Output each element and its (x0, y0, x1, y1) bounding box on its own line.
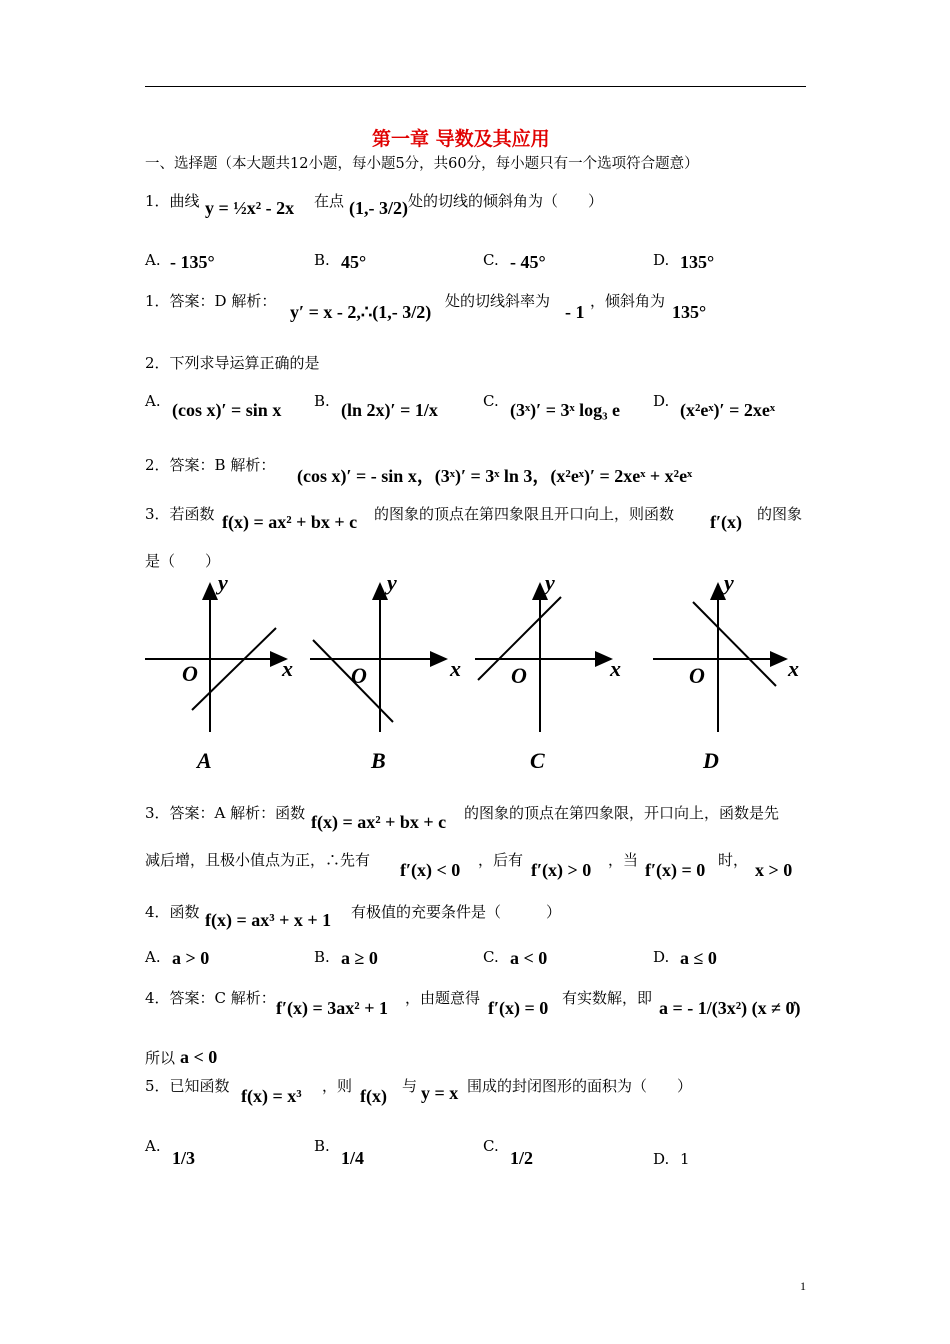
q4-option-c: a < 0 (510, 948, 548, 968)
graph-a-y-label: y (218, 570, 228, 595)
q5-stem-label: 5．已知函数 (145, 1077, 230, 1095)
q1-option-d: 135° (680, 252, 715, 272)
q5-option-a-label: A. (145, 1137, 161, 1155)
graph-d-plot (648, 570, 808, 780)
q2-option-d-label: D. (653, 392, 670, 410)
graph-a (140, 570, 300, 780)
graph-b-label: B (371, 748, 386, 773)
graph-c-x-label: x (610, 656, 621, 681)
graph-b-y-label: y (387, 570, 397, 595)
q4-stem-formula: f(x) = ax³ + x + 1 (205, 910, 332, 930)
q3-answer-then: ，后有 (478, 851, 524, 869)
page-number: 1 (800, 1279, 806, 1293)
q4-option-a-label: A. (145, 948, 161, 966)
q5-stem-formula: f(x) = x³ (241, 1086, 302, 1106)
graph-c-plot (470, 570, 630, 780)
q2-option-b: (ln 2x)′ = 1/x (341, 400, 438, 420)
q3-answer-f1: f′(x) < 0 (400, 860, 461, 880)
q1-stem-label: 1．曲线 (145, 192, 200, 210)
q1-answer-label: 1．答案：D 解析： (145, 292, 277, 310)
q1-answer-end: ，倾斜角为 (590, 292, 666, 310)
q1-formula-text: y = ½x² - 2x (205, 198, 295, 218)
q2-answer-formula: (cos x)′ = - sin x，(3ˣ)′ = 3ˣ ln 3，(x²eˣ)′ = 2xeˣ + x²eˣ (297, 466, 693, 486)
q1-stem-point: (1,- 3/2) (349, 198, 408, 218)
q3-answer-time: 时， (718, 851, 749, 869)
q4-answer-mid: ，由题意得 (405, 989, 481, 1007)
q2-option-a: (cos x)′ = sin x (172, 400, 282, 420)
q3-answer-mid: 的图象的顶点在第四象限，开口向上，函数是先 (464, 804, 780, 822)
q5-option-c: 1/2 (510, 1148, 534, 1168)
q4-stem-label: 4．函数 (145, 903, 200, 921)
graph-c-origin: O (511, 663, 527, 688)
q5-option-a: 1/3 (172, 1148, 196, 1168)
graph-d-label: D (703, 748, 719, 773)
q2-stem: 2．下列求导运算正确的是 (145, 354, 320, 372)
q4-answer-formula4: a < 0 (180, 1047, 218, 1067)
q3-stem-cont: 是（ ） (145, 552, 221, 570)
q1-option-d-label: D. (653, 251, 670, 269)
q4-option-d: a ≤ 0 (680, 948, 717, 968)
q4-stem-end: 有极值的充要条件是（ ） (351, 903, 562, 921)
graph-a-plot (140, 570, 300, 780)
q1-option-a: - 135° (170, 252, 215, 272)
graph-a-x-label: x (282, 656, 293, 681)
q4-option-b-label: B. (314, 948, 330, 966)
q5-option-b: 1/4 (341, 1148, 365, 1168)
q5-option-d: 1 (680, 1150, 690, 1168)
graph-d-y-label: y (724, 570, 734, 595)
graph-d (648, 570, 808, 780)
q4-answer-so: 所以 (145, 1049, 176, 1067)
graph-a-label: A (197, 748, 212, 773)
derivative-line (693, 602, 776, 686)
q4-option-a: a > 0 (172, 948, 210, 968)
header-rule (145, 86, 806, 87)
q4-answer-mid2: 有实数解，即 (562, 989, 653, 1007)
q3-stem-label: 3．若函数 (145, 505, 215, 523)
graph-c-label: C (530, 748, 545, 773)
q4-option-c-label: C. (483, 948, 499, 966)
q4-answer-formula3: a = - 1/(3x²) (x ≠ 0) (659, 998, 801, 1018)
graph-c (470, 570, 630, 780)
q5-stem-and: 与 (402, 1077, 418, 1095)
q5-stem-end: 围成的封闭图形的面积为（ ） (467, 1077, 693, 1095)
graph-d-origin: O (689, 663, 705, 688)
q4-option-b: a ≥ 0 (341, 948, 378, 968)
q3-answer-label: 3．答案：A 解析：函数 (145, 804, 306, 822)
q1-answer-angle: 135° (672, 302, 707, 322)
q5-stem-then: ，则 (322, 1077, 353, 1095)
q3-stem-end: 的图象 (757, 505, 803, 523)
q5-option-d-label: D. (653, 1150, 670, 1168)
graph-d-x-label: x (788, 656, 799, 681)
q3-stem-formula: f(x) = ax² + bx + c (222, 512, 358, 532)
q4-answer-label: 4．答案：C 解析： (145, 989, 276, 1007)
q5-stem-formula2: f(x) (360, 1086, 387, 1106)
q1-option-b-label: B. (314, 251, 330, 269)
q4-option-d-label: D. (653, 948, 670, 966)
graph-c-y-label: y (545, 570, 555, 595)
q1-option-b: 45° (341, 252, 367, 272)
section-header: 一、选择题（本大题共12小题，每小题5分，共60分，每小题只有一个选项符合题意） (145, 156, 699, 172)
q3-answer-formula: f(x) = ax² + bx + c (311, 812, 447, 832)
derivative-line (192, 628, 276, 710)
graph-b (305, 570, 475, 780)
q5-option-c-label: C. (483, 1137, 499, 1155)
q1-stem-formula (205, 198, 294, 219)
q1-answer-formula: y′ = x - 2,∴(1,- 3/2) (290, 302, 432, 322)
q3-answer-f2: f′(x) > 0 (531, 860, 592, 880)
q2-option-b-label: B. (314, 392, 330, 410)
q4-answer-formula2: f′(x) = 0 (488, 998, 549, 1018)
q2-answer-label: 2．答案：B 解析： (145, 456, 276, 474)
q3-answer-when: ，当 (608, 851, 639, 869)
q3-answer-f4: x > 0 (755, 860, 793, 880)
q4-answer-comma: ， (792, 989, 808, 1007)
q3-answer-line2: 减后增，且极小值点为正，∴先有 (145, 851, 371, 869)
q3-stem-mid: 的图象的顶点在第四象限且开口向上，则函数 (374, 505, 675, 523)
chapter-title: 第一章 导数及其应用 (372, 128, 550, 150)
q1-stem-mid: 在点 (314, 192, 345, 210)
q2-option-d: (x²eˣ)′ = 2xeˣ (680, 400, 775, 420)
graph-b-origin: O (351, 663, 367, 688)
q1-answer-mid: 处的切线斜率为 (445, 292, 551, 310)
q1-option-c: - 45° (510, 252, 546, 272)
graph-b-x-label: x (450, 656, 461, 681)
q1-option-a-label: A. (145, 251, 161, 269)
q4-answer-formula: f′(x) = 3ax² + 1 (276, 998, 388, 1018)
q1-option-c-label: C. (483, 251, 499, 269)
q1-answer-slope: - 1 (565, 302, 585, 322)
q5-stem-formula3: y = x (421, 1083, 459, 1103)
graph-a-origin: O (182, 661, 198, 686)
q2-option-c-label: C. (483, 392, 499, 410)
q5-option-b-label: B. (314, 1137, 330, 1155)
q1-stem-end: 处的切线的倾斜角为（ ） (408, 192, 604, 210)
q2-option-c: (3ˣ)′ = 3ˣ log₃ e (510, 400, 620, 420)
q3-stem-formula2: f′(x) (710, 512, 743, 532)
q2-option-a-label: A. (145, 392, 161, 410)
q3-answer-f3: f′(x) = 0 (645, 860, 706, 880)
